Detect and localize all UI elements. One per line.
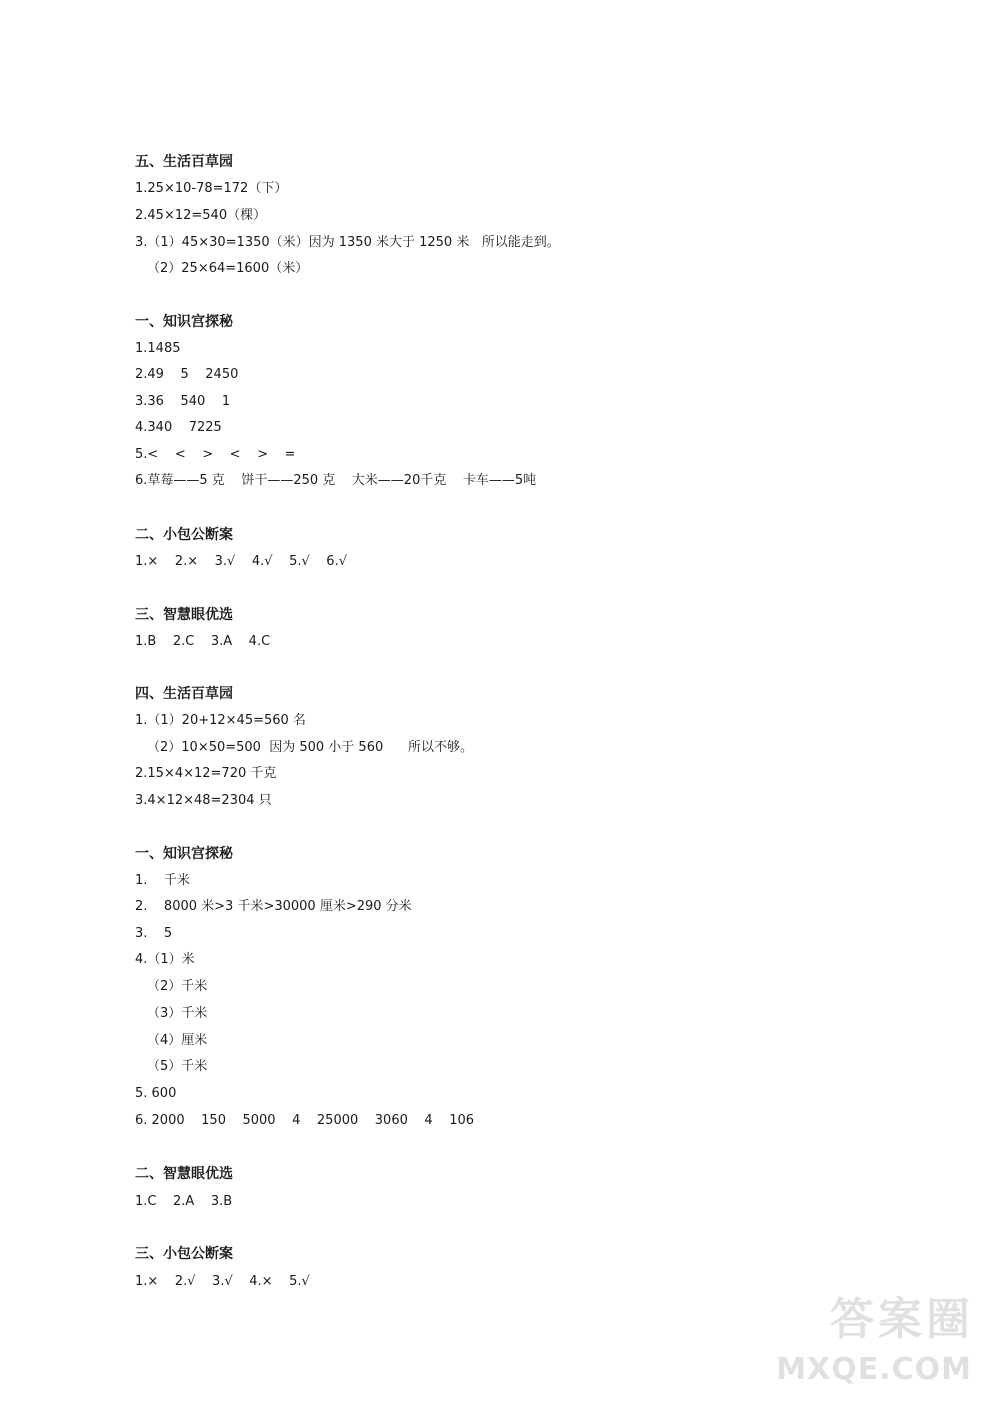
answer-line: （2）25×64=1600（米） xyxy=(147,261,309,276)
answer-line: 4.340 7225 xyxy=(135,420,222,435)
answer-line: 3.4×12×48=2304 只 xyxy=(135,793,272,808)
answer-line: 2.45×12=540（棵） xyxy=(135,208,267,223)
answer-line: （3）千米 xyxy=(147,1006,208,1021)
answer-line: （5）千米 xyxy=(147,1059,208,1074)
answer-line: 3. 5 xyxy=(135,926,173,941)
answer-line: （2）千米 xyxy=(147,979,208,994)
answer-line: 3.36 540 1 xyxy=(135,394,231,409)
answer-line: 4.（1）米 xyxy=(135,952,195,967)
section-heading: 五、生活百草园 xyxy=(135,154,233,170)
answer-line: （4）厘米 xyxy=(147,1033,208,1048)
answer-line: 1.B 2.C 3.A 4.C xyxy=(135,634,271,649)
answer-line: 2.15×4×12=720 千克 xyxy=(135,766,277,781)
section-heading: 三、智慧眼优选 xyxy=(135,607,233,623)
answer-line: 1.× 2.√ 3.√ 4.× 5.√ xyxy=(135,1274,310,1289)
answer-line: 1.× 2.× 3.√ 4.√ 5.√ 6.√ xyxy=(135,554,347,569)
answer-line: 5.< < > < > = xyxy=(135,447,296,462)
answer-line: 1.25×10-78=172（下） xyxy=(135,181,288,196)
section-heading: 四、生活百草园 xyxy=(135,686,233,702)
answer-line: 2.49 5 2450 xyxy=(135,367,239,382)
section-heading: 二、小包公断案 xyxy=(135,527,233,543)
watermark-cn: 答案圈 xyxy=(830,1294,974,1345)
answer-line: 6. 2000 150 5000 4 25000 3060 4 106 xyxy=(135,1113,475,1128)
answer-line: 1.C 2.A 3.B xyxy=(135,1194,233,1209)
answer-line: 1.1485 xyxy=(135,341,181,356)
answer-line: 1.（1）20+12×45=560 名 xyxy=(135,713,306,728)
answer-line: 2. 8000 米>3 千米>30000 厘米>290 分米 xyxy=(135,899,412,914)
section-heading: 二、智慧眼优选 xyxy=(135,1166,233,1182)
answer-line: （2）10×50=500 因为 500 小于 560 所以不够。 xyxy=(147,740,474,755)
section-heading: 一、知识宫探秘 xyxy=(135,846,233,862)
answer-line: 5. 600 xyxy=(135,1086,177,1101)
answer-line: 3.（1）45×30=1350（米）因为 1350 米大于 1250 米 所以能走到。 xyxy=(135,235,560,250)
answer-line: 6.草莓——5 克 饼干——250 克 大米——20千克 卡车——5吨 xyxy=(135,473,537,488)
section-heading: 三、小包公断案 xyxy=(135,1246,233,1262)
watermark-en: MXQE.COM xyxy=(776,1352,972,1387)
answer-line: 1. 千米 xyxy=(135,873,190,888)
section-heading: 一、知识宫探秘 xyxy=(135,314,233,330)
watermark-logo xyxy=(776,1283,982,1393)
